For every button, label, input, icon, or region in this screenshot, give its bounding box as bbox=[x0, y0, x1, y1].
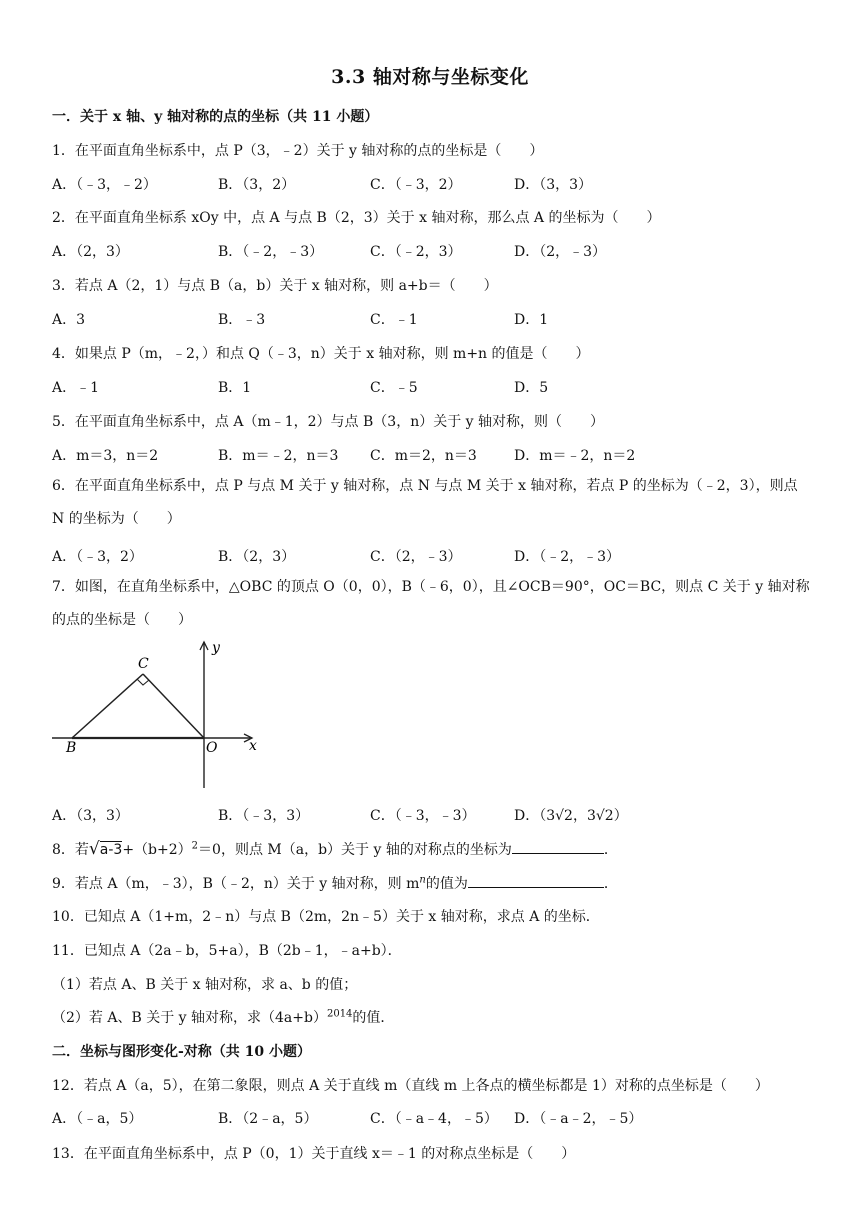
option-b[interactable]: B．1 bbox=[218, 380, 252, 396]
question-13-stem: 13．在平面直角坐标系中，点 P（0，1）关于直线 x＝﹣1 的对称点坐标是（ ） bbox=[52, 1146, 576, 1162]
question-7-options bbox=[52, 805, 812, 825]
option-b[interactable]: B．﹣3 bbox=[218, 312, 266, 328]
document-title: 3.3 轴对称与坐标变化 bbox=[331, 66, 529, 88]
question-2-options bbox=[52, 241, 812, 261]
option-c[interactable]: C．﹣1 bbox=[370, 312, 418, 328]
q8-exponent: 2 bbox=[191, 840, 199, 852]
option-a[interactable]: A．m＝3，n＝2 bbox=[52, 448, 159, 464]
question-1-options bbox=[52, 174, 812, 194]
q11-part2-text-a: （2）若 A、B 关于 y 轴对称，求（4a+b） bbox=[52, 1010, 327, 1026]
q9-text-a: 9．若点 A（m，﹣3），B（﹣2，n）关于 y 轴对称，则 m bbox=[52, 876, 420, 892]
option-c[interactable]: C．﹣5 bbox=[370, 380, 418, 396]
option-a[interactable]: A．（﹣3，2） bbox=[52, 549, 143, 565]
question-4-options bbox=[52, 377, 812, 397]
option-b[interactable]: B．（﹣3，3） bbox=[218, 808, 310, 824]
label-o: O bbox=[206, 740, 218, 756]
option-c[interactable]: C．（﹣3，2） bbox=[370, 177, 462, 193]
question-5-options bbox=[52, 445, 812, 465]
question-6-stem: 6．在平面直角坐标系中，点 P 与点 M 关于 y 轴对称，点 N 与点 M 关于 x 轴对称，若点 P 的坐标为（﹣2，3），则点 N 的坐标为（ ） bbox=[52, 478, 798, 527]
answer-blank[interactable] bbox=[468, 873, 604, 888]
q11-part2-text-b: 的值． bbox=[352, 1010, 395, 1026]
question-4-stem: 4．如果点 P（m，﹣2，）和点 Q（﹣3，n）关于 x 轴对称，则 m+n 的值是（ ） bbox=[52, 346, 590, 362]
q8-text-a: 8．若 bbox=[52, 842, 89, 858]
section-heading-1: 一．关于 x 轴、y 轴对称的点的坐标（共 11 小题） bbox=[52, 109, 379, 125]
option-b[interactable]: B．（2﹣a，5） bbox=[218, 1111, 318, 1127]
option-d[interactable]: D．m＝﹣2，n＝2 bbox=[514, 448, 636, 464]
q9-end: ． bbox=[603, 876, 618, 892]
option-c[interactable]: C．（﹣2，3） bbox=[370, 244, 462, 260]
option-a[interactable]: A．（﹣3，﹣2） bbox=[52, 177, 157, 193]
option-d[interactable]: D．（﹣a﹣2，﹣5） bbox=[514, 1111, 643, 1127]
radicand: a-3 bbox=[99, 842, 123, 858]
q8-text-c: ＝0，则点 M（a，b）关于 y 轴的对称点的坐标为 bbox=[198, 842, 512, 858]
question-8-stem bbox=[52, 839, 618, 859]
section-heading-2: 二．坐标与图形变化-对称（共 10 小题） bbox=[52, 1044, 312, 1060]
option-b[interactable]: B．（3，2） bbox=[218, 177, 296, 193]
option-b[interactable]: B．（﹣2，﹣3） bbox=[218, 244, 324, 260]
option-d[interactable]: D．（﹣2，﹣3） bbox=[514, 549, 621, 565]
q9-text-b: 的值为 bbox=[425, 876, 468, 892]
option-b[interactable]: B．m＝﹣2，n＝3 bbox=[218, 448, 339, 464]
question-11-stem: 11．已知点 A（2a﹣b，5+a），B（2b﹣1，﹣a+b）． bbox=[52, 943, 402, 959]
question-7-stem: 7．如图，在直角坐标系中，△OBC 的顶点 O（0，0），B（﹣6，0），且∠OCB＝90°，OC＝BC，则点 C 关于 y 轴对称的点的坐标是（ ） bbox=[52, 579, 810, 628]
question-3-stem: 3．若点 A（2，1）与点 B（a，b）关于 x 轴对称，则 a+b＝（ ） bbox=[52, 278, 498, 294]
question-11-part-1: （1）若点 A、B 关于 x 轴对称，求 a、b 的值； bbox=[52, 977, 358, 993]
q11-exponent: 2014 bbox=[326, 1008, 353, 1020]
option-b[interactable]: B．（2，3） bbox=[218, 549, 296, 565]
option-a[interactable]: A．3 bbox=[52, 312, 86, 328]
q8-text-b: +（b+2） bbox=[122, 842, 192, 858]
label-b: B bbox=[66, 740, 77, 756]
option-d[interactable]: D．（3，3） bbox=[514, 177, 593, 193]
option-a[interactable]: A．（﹣a，5） bbox=[52, 1111, 143, 1127]
option-c[interactable]: C．（﹣a﹣4，﹣5） bbox=[370, 1111, 498, 1127]
question-12-stem: 12．若点 A（a，5），在第二象限，则点 A 关于直线 m（直线 m 上各点的横坐标都是 1）对称的点坐标是（ ） bbox=[52, 1078, 769, 1094]
option-d[interactable]: D．5 bbox=[514, 380, 549, 396]
option-d[interactable]: D．（3√2，3√2） bbox=[514, 808, 628, 824]
option-c[interactable]: C．（2，﹣3） bbox=[370, 549, 462, 565]
question-10-stem: 10．已知点 A（1+m，2﹣n）与点 B（2m，2n﹣5）关于 x 轴对称，求点 A 的坐标． bbox=[52, 909, 600, 925]
option-c[interactable]: C．m＝2，n＝3 bbox=[370, 448, 477, 464]
right-angle-mark bbox=[137, 679, 149, 685]
label-y: y bbox=[212, 640, 220, 656]
triangle-coordinate-figure bbox=[46, 636, 270, 792]
question-11-part-2 bbox=[52, 1007, 394, 1027]
question-2-stem: 2．在平面直角坐标系 xOy 中，点 A 与点 B（2，3）关于 x 轴对称，那么点 A 的坐标为（ ） bbox=[52, 210, 661, 226]
question-12-options bbox=[52, 1108, 812, 1128]
option-d[interactable]: D．1 bbox=[514, 312, 549, 328]
segment-co bbox=[143, 674, 204, 738]
label-c: C bbox=[138, 656, 149, 672]
option-c[interactable]: C．（﹣3，﹣3） bbox=[370, 808, 476, 824]
answer-blank[interactable] bbox=[512, 839, 604, 854]
q8-end: ． bbox=[603, 842, 618, 858]
question-6-options bbox=[52, 546, 812, 566]
segment-bc bbox=[72, 674, 143, 738]
question-1-stem: 1．在平面直角坐标系中，点 P（3，﹣2）关于 y 轴对称的点的坐标是（ ） bbox=[52, 143, 544, 159]
option-a[interactable]: A．（3，3） bbox=[52, 808, 129, 824]
radical-sign: √ bbox=[88, 839, 100, 859]
question-3-options bbox=[52, 309, 812, 329]
option-d[interactable]: D．（2，﹣3） bbox=[514, 244, 607, 260]
q9-exponent: n bbox=[419, 874, 426, 886]
question-9-stem bbox=[52, 873, 618, 893]
question-5-stem: 5．在平面直角坐标系中，点 A（m﹣1，2）与点 B（3，n）关于 y 轴对称，则（ ） bbox=[52, 414, 605, 430]
option-a[interactable]: A．﹣1 bbox=[52, 380, 100, 396]
label-x: x bbox=[249, 738, 257, 754]
option-a[interactable]: A．（2，3） bbox=[52, 244, 129, 260]
